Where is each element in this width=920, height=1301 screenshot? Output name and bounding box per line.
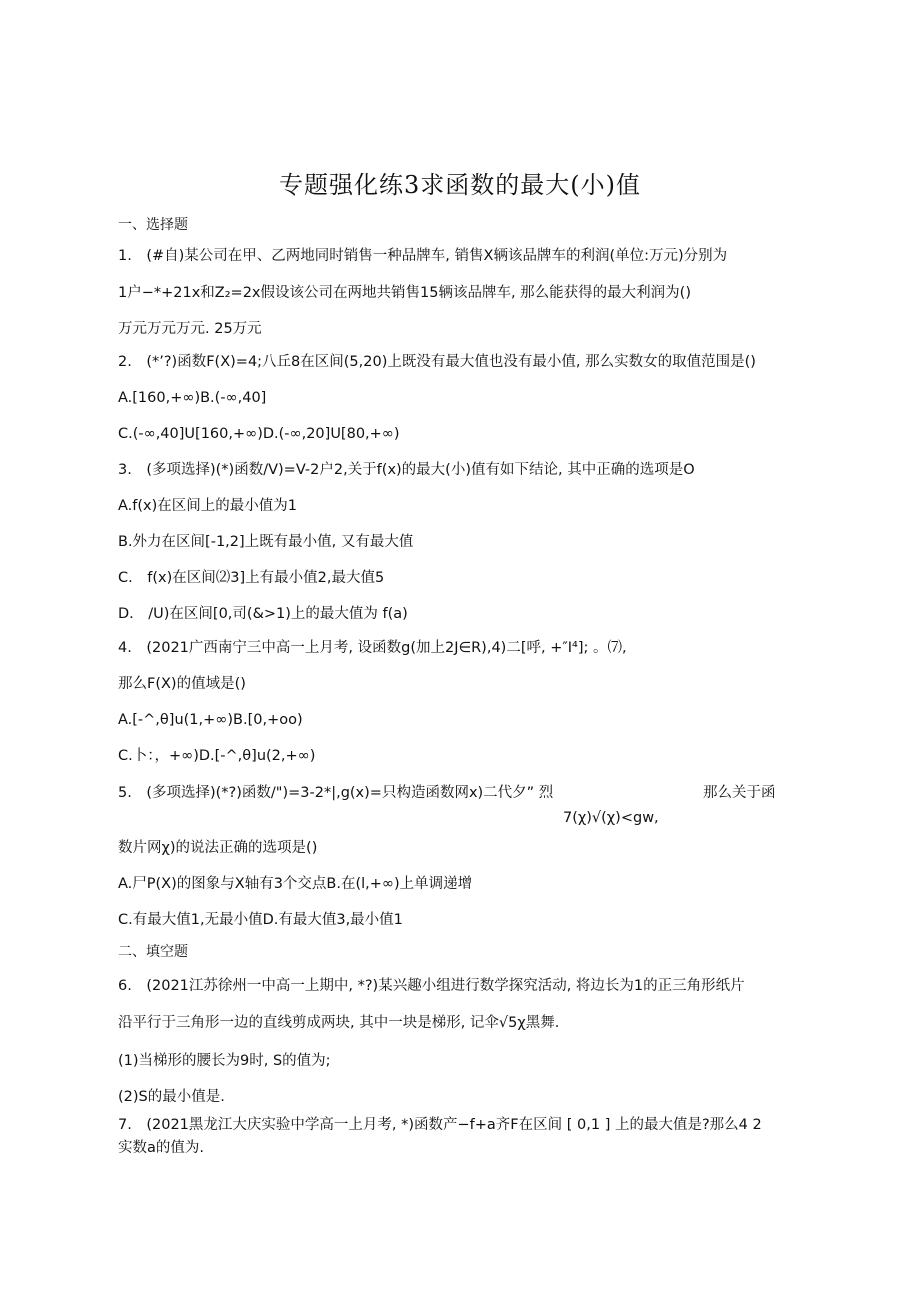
question-5-stem: 5. (多项选择)(*?)函数/")=3-2*|,g(x)=只构造函数网x)二代夕” 烈 <box>118 785 554 801</box>
question-3-option-c: C. f(x)在区间⑵3]上有最小值2,最大值5 <box>118 570 385 586</box>
question-6-stem-2: 沿平行于三角形一边的直线剪成两块, 其中一块是梯形, 记伞√5χ黑舞. <box>118 1015 560 1031</box>
question-6-stem: 6. (2021江苏徐州一中高一上期中, *?)某兴趣小组进行数学探究活动, 将边长为1的正三角形纸片 <box>118 978 745 994</box>
page-title: 专题强化练3求函数的最大(小)值 <box>279 171 641 199</box>
question-4-options-cd: C.卜：，+∞)D.[-^,θ]u(2,+∞) <box>118 748 316 764</box>
question-1-line-3: 万元万元万元. 25万元 <box>118 321 262 337</box>
question-3-option-d: D. /U)在区间[0,司(&>1)上的最大值为 f(a) <box>118 606 408 622</box>
question-4-stem-2: 那么F(X)的值域是() <box>118 676 246 692</box>
question-3-stem: 3. (多项选择)(*)函数/V)=V-2户2,关于f(x)的最大(小)值有如下结论, 其中正确的选项是O <box>118 462 695 478</box>
section-heading-choice: 一、选择题 <box>118 217 188 233</box>
question-2-options-cd: C.(-∞,40]U[160,+∞)D.(-∞,20]U[80,+∞) <box>118 426 400 442</box>
question-4-stem: 4. (2021广西南宁三中高一上月考, 设函数g(加上2J∈R),4)二[呼, +″I⁴]; 。⑺, <box>118 640 627 656</box>
question-4-options-ab: A.[-^,θ]u(1,+∞)B.[0,+oo) <box>118 712 303 728</box>
question-5-stem-2: 数片网χ)的说法正确的选项是() <box>118 840 318 856</box>
question-7-stem-2: 实数a的值为. <box>118 1140 204 1156</box>
question-3-option-a: A.f(x)在区间上的最小值为1 <box>118 498 297 514</box>
question-5-options-ab: A.尸P(X)的图象与X轴有3个交点B.在(l,+∞)上单调递增 <box>118 876 473 892</box>
question-5-formula: 7(χ)√(χ)<gw, <box>563 810 659 826</box>
question-5-stem-right: 那么关于函 <box>703 785 776 801</box>
question-1-line-1: 1. (#自)某公司在甲、乙两地同时销售一种品牌车, 销售X辆该品牌车的利润(单位:万元)分别为 <box>118 248 728 264</box>
question-6-part-2: (2)S的最小值是. <box>118 1089 225 1105</box>
question-6-part-1: (1)当梯形的腰长为9时, S的值为; <box>118 1053 331 1069</box>
section-heading-fill: 二、填空题 <box>118 944 188 960</box>
question-5-options-cd: C.有最大值1,无最小值D.有最大值3,最小值1 <box>118 912 403 928</box>
question-1-line-2: 1户−*+21x和Z₂=2x假设该公司在两地共销售15辆该品牌车, 那么能获得的最大利润为() <box>118 285 691 301</box>
question-3-option-b: B.外力在区间[-1,2]上既有最小值, 又有最大值 <box>118 534 414 550</box>
question-7-stem: 7. (2021黑龙江大庆实验中学高一上月考, *)函数产−f+a齐F在区间 [ 0,1 ] 上的最大值是?那么4 2 <box>118 1117 762 1133</box>
question-2-options-ab: A.[160,+∞)B.(-∞,40] <box>118 390 267 406</box>
question-2-stem: 2. (*’?)函数F(X)=4;八丘8在区间(5,20)上既没有最大值也没有最小值, 那么实数女的取值范围是() <box>118 354 756 370</box>
